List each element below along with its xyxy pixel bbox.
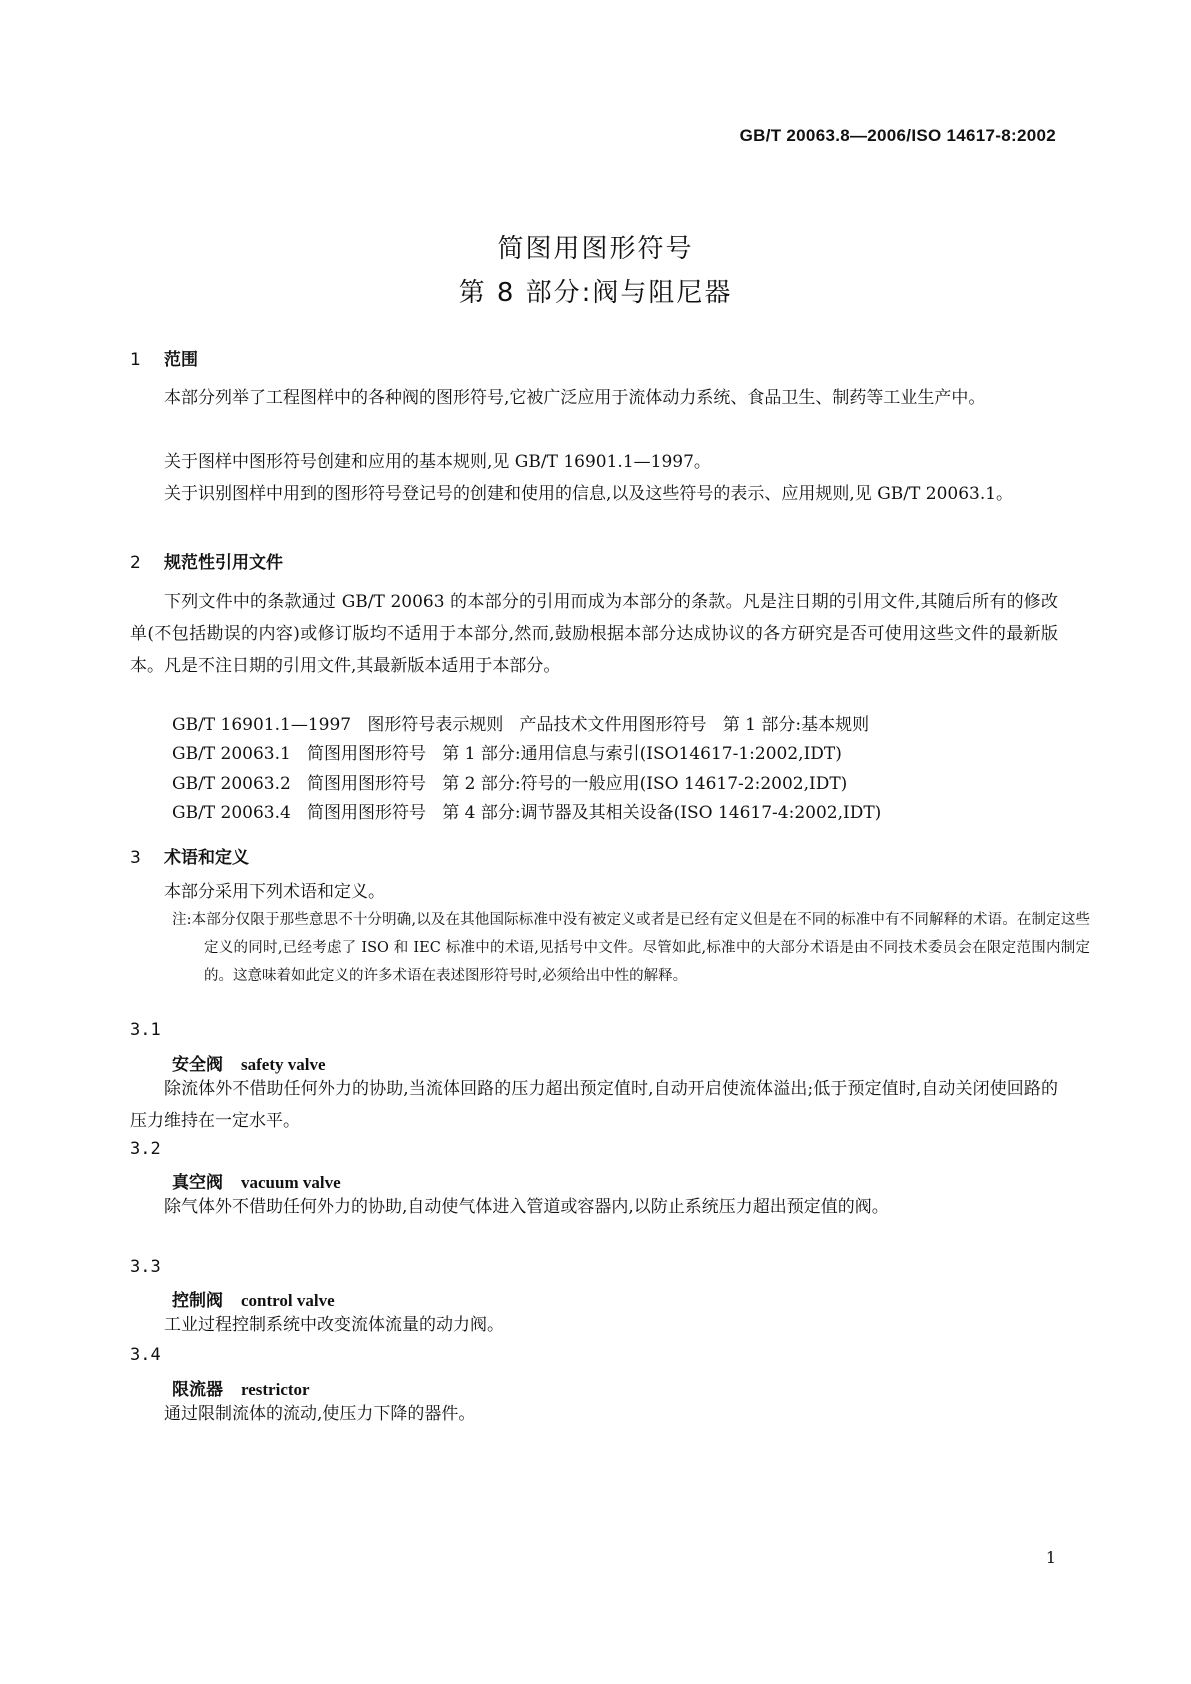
- section-number: 1: [130, 350, 141, 370]
- section-title: 范围: [164, 350, 198, 370]
- term-english: restrictor: [241, 1380, 310, 1399]
- term-entry: [172, 1286, 335, 1311]
- term-chinese: 限流器: [172, 1380, 223, 1400]
- paragraph: 关于识别图样中用到的图形符号登记号的创建和使用的信息,以及这些符号的表示、应用规则,见 GB/T 20063.1。: [164, 484, 1014, 504]
- reference-item: GB/T 16901.1—1997 图形符号表示规则 产品技术文件用图形符号 第 1 部分:基本规则: [172, 715, 870, 735]
- term-entry: [172, 1050, 326, 1075]
- clause-number: 3.3: [130, 1257, 161, 1277]
- paragraph: 本部分采用下列术语和定义。: [164, 882, 385, 902]
- section-heading-normative-references: [130, 548, 283, 573]
- standard-code-header: GB/T 20063.8—2006/ISO 14617-8:2002: [739, 126, 1056, 145]
- page-number: 1: [1045, 1548, 1056, 1567]
- term-definition: 通过限制流体的流动,使压力下降的器件。: [164, 1404, 476, 1424]
- section-title: 术语和定义: [164, 848, 249, 868]
- section-number: 2: [130, 553, 141, 573]
- term-chinese: 控制阀: [172, 1291, 223, 1311]
- clause-number: 3.4: [130, 1345, 161, 1365]
- paragraph: 本部分列举了工程图样中的各种阀的图形符号,它被广泛应用于流体动力系统、食品卫生、制药等工业生产中。: [164, 388, 986, 408]
- reference-item: GB/T 20063.1 简图用图形符号 第 1 部分:通用信息与索引(ISO14617-1:2002,IDT): [172, 744, 842, 764]
- term-definition: 除气体外不借助任何外力的协助,自动使气体进入管道或容器内,以防止系统压力超出预定值的阀。: [164, 1197, 889, 1217]
- term-definition: 工业过程控制系统中改变流体流量的动力阀。: [164, 1315, 504, 1335]
- section-number: 3: [130, 848, 141, 868]
- term-entry: [172, 1168, 341, 1193]
- clause-number: 3.1: [130, 1020, 161, 1040]
- term-chinese: 真空阀: [172, 1173, 223, 1193]
- term-chinese: 安全阀: [172, 1055, 223, 1075]
- reference-item: GB/T 20063.2 简图用图形符号 第 2 部分:符号的一般应用(ISO 14617-2:2002,IDT): [172, 774, 848, 794]
- clause-number: 3.2: [130, 1139, 161, 1159]
- term-definition: 除流体外不借助任何外力的协助,当流体回路的压力超出预定值时,自动开启使流体溢出;低于预定值时,自动关闭使回路的压力维持在一定水平。: [130, 1079, 1058, 1131]
- term-entry: [172, 1375, 310, 1400]
- note: 注:本部分仅限于那些意思不十分明确,以及在其他国际标准中没有被定义或者是已经有定义但是在不同的标准中有不同解释的术语。在制定这些定义的同时,已经考虑了 ISO 和 IEC 标准中的术语,见括号中文件。尽管如此,标准中的大部分术语是由不同技术委员会在限定范围内制定的。这意味着如此定义的许多术语在表述图形符号时,必须给出中性的解释。: [172, 912, 1090, 984]
- document-title: 简图用图形符号: [497, 234, 694, 264]
- section-heading-scope: [130, 345, 198, 370]
- paragraph: 下列文件中的条款通过 GB/T 20063 的本部分的引用而成为本部分的条款。凡是注日期的引用文件,其随后所有的修改单(不包括勘误的内容)或修订版均不适用于本部分,然而,鼓励根据本部分达成协议的各方研究是否可使用这些文件的最新版本。凡是不注日期的引用文件,其最新版本适用于本部分。: [130, 592, 1058, 676]
- term-english: vacuum valve: [241, 1173, 341, 1192]
- document-subtitle: 第 8 部分:阀与阻尼器: [458, 278, 733, 308]
- section-heading-terms: [130, 843, 249, 868]
- term-english: safety valve: [241, 1055, 326, 1074]
- section-title: 规范性引用文件: [164, 553, 283, 573]
- paragraph: 关于图样中图形符号创建和应用的基本规则,见 GB/T 16901.1—1997。: [164, 452, 711, 472]
- term-english: control valve: [241, 1291, 335, 1310]
- reference-item: GB/T 20063.4 简图用图形符号 第 4 部分:调节器及其相关设备(ISO 14617-4:2002,IDT): [172, 803, 882, 823]
